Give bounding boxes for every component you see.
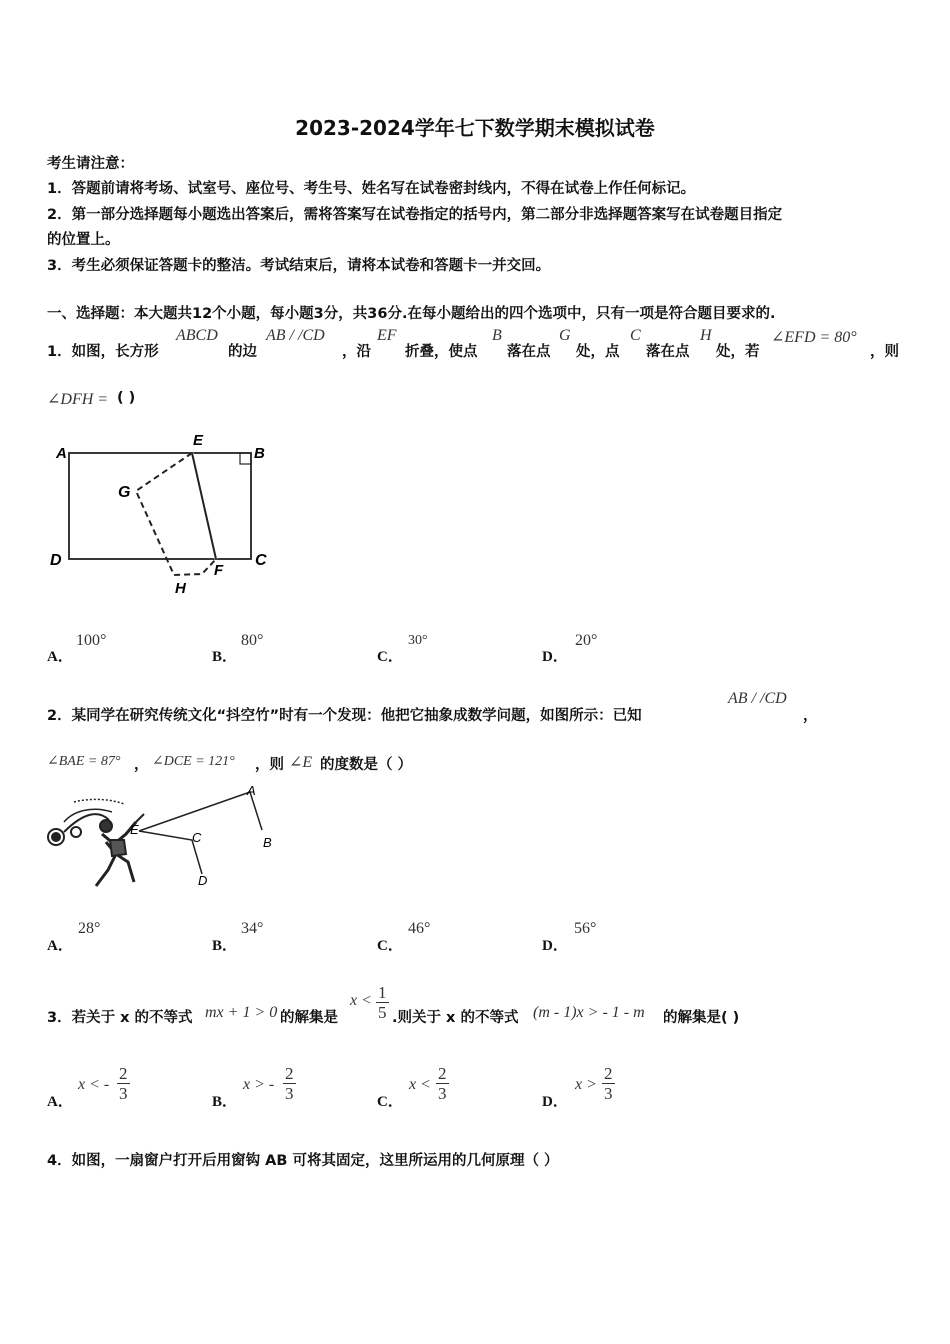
q1-text-5: 落在点 [507,344,551,360]
q2-text-5: 的度数是（ ） [320,757,413,773]
q1-math-g: G [559,327,571,344]
line-e-a-b [139,792,262,831]
q3-math-ineq-1: mx + 1 > 0 [205,1004,278,1021]
label-c: C [255,552,267,569]
label-d: D [198,873,208,888]
q1-text-7: 落在点 [646,344,690,360]
q1-option-b-letter: B． [212,649,238,665]
diabolo-player-icon [48,799,144,886]
fold-line-ef [192,453,216,559]
q3-text-2: 的解集是 [280,1010,338,1026]
q2-option-d-letter: D． [542,938,568,954]
q3-option-c-num: 2 [438,1064,447,1083]
q1-text-4: 折叠，使点 [405,344,478,360]
label-f: F [214,562,224,579]
q1-option-a-letter: A． [47,649,73,665]
right-angle-mark [240,453,251,464]
q1-math-angle-efd: ∠EFD = 80° [771,329,857,346]
q3-option-a-den: 3 [119,1084,128,1103]
notice-heading: 考生请注意： [47,156,134,172]
q1-text-6: 处，点 [576,344,620,360]
q2-option-c-letter: C． [377,938,403,954]
q3-option-c-lhs: x < [409,1076,431,1093]
q3-option-a-lhs: x < - [78,1076,110,1093]
q2-math-angle-e: ∠E [289,754,313,771]
q1-math-b: B [492,327,502,344]
q1-text-3: ，沿 [342,344,371,360]
q2-figure [44,782,284,897]
q3-option-b-letter: B． [212,1094,238,1110]
page-title: 2023-2024学年七下数学期末模拟试卷 [295,116,655,140]
label-g: G [118,484,131,501]
q1-text-9: ，则 [870,344,899,360]
q1-option-d-letter: D． [542,649,568,665]
q1-option-d-value: 20° [575,632,598,649]
q1-option-c-letter: C． [377,649,403,665]
q3-frac-num: 1 [378,983,387,1002]
notice-1: 1．答题前请将考场、试室号、座位号、考生号、姓名写在试卷密封线内，不得在试卷上作任何标记。 [47,181,696,197]
q1-math-ef: EF [377,327,397,344]
label-e: E [130,822,139,837]
q2-option-b-letter: B． [212,938,238,954]
q3-option-a-letter: A． [47,1094,73,1110]
label-h: H [175,580,186,597]
label-d: D [50,552,62,569]
q1-math-c: C [630,327,641,344]
q3-text-1: 3．若关于 x 的不等式 [47,1010,193,1026]
question-4-text: 4．如图，一扇窗户打开后用窗钩 AB 可将其固定，这里所运用的几何原理（ ） [47,1153,559,1169]
q2-option-a-letter: A． [47,938,73,954]
q1-text-1: 1．如图，长方形 [47,344,159,360]
q3-option-a-num: 2 [119,1064,128,1083]
q2-text-1: 2．某同学在研究传统文化“抖空竹”时有一个发现：他把它抽象成数学问题，如图所示：已知 [47,708,642,724]
q1-figure [44,425,284,600]
q3-option-b-num: 2 [285,1064,294,1083]
notice-2-cont: 的位置上。 [47,232,120,248]
q3-option-d-letter: D． [542,1094,568,1110]
q1-answer-paren: ( ) [117,390,136,406]
q2-option-c-value: 46° [408,920,431,937]
q1-math-angle-dfh: ∠DFH = [47,391,109,408]
q2-math-parallel: AB / /CD [728,690,787,707]
q1-math-h: H [700,327,712,344]
label-b: B [254,445,265,462]
section-heading: 一、选择题：本大题共12个小题，每小题3分，共36分.在每小题给出的四个选项中，只有一项是符合题目要求的. [47,306,776,322]
notice-3: 3．考生必须保证答题卡的整洁。考试结束后，请将本试卷和答题卡一并交回。 [47,258,551,274]
folded-part-dashed [136,453,216,575]
q3-option-b-den: 3 [285,1084,294,1103]
q3-math-ineq-2: (m - 1)x > - 1 - m [533,1004,645,1021]
q3-frac-den: 5 [378,1003,387,1022]
q2-text-3: ， [134,757,149,773]
q3-text-3: .则关于 x 的不等式 [392,1010,519,1026]
label-a: A [56,445,67,462]
label-e: E [193,432,204,449]
q3-math-x-lt: x < [350,992,372,1009]
q1-math-abcd: ABCD [176,327,218,344]
q1-text-8: 处，若 [716,344,760,360]
label-a: A [247,783,256,798]
q1-text-2: 的边 [228,344,257,360]
q1-option-c-value: 30° [408,633,428,648]
q3-option-d-lhs: x > [575,1076,597,1093]
q1-math-parallel: AB / /CD [266,327,325,344]
q3-fraction-one-fifth [376,983,389,1022]
q2-text-4: ，则 [255,757,284,773]
q3-option-d-den: 3 [604,1084,613,1103]
q3-option-c-den: 3 [438,1084,447,1103]
q1-option-a-value: 100° [76,632,107,649]
q2-option-d-value: 56° [574,920,597,937]
q2-math-angle-dce: ∠DCE = 121° [152,754,235,769]
q3-option-b-lhs: x > - [243,1076,275,1093]
q3-text-4: 的解集是( ) [663,1010,740,1026]
notice-2: 2．第一部分选择题每小题选出答案后，需将答案写在试卷指定的括号内，第二部分非选择题答案写在试卷题目指定 [47,207,783,223]
q2-option-b-value: 34° [241,920,264,937]
q3-option-c-letter: C． [377,1094,403,1110]
q3-option-d-num: 2 [604,1064,613,1083]
q1-option-b-value: 80° [241,632,264,649]
q2-option-a-value: 28° [78,920,101,937]
q2-math-angle-bae: ∠BAE = 87° [47,754,121,769]
q2-text-2: ， [803,708,818,724]
label-c: C [192,830,202,845]
label-b: B [263,835,272,850]
